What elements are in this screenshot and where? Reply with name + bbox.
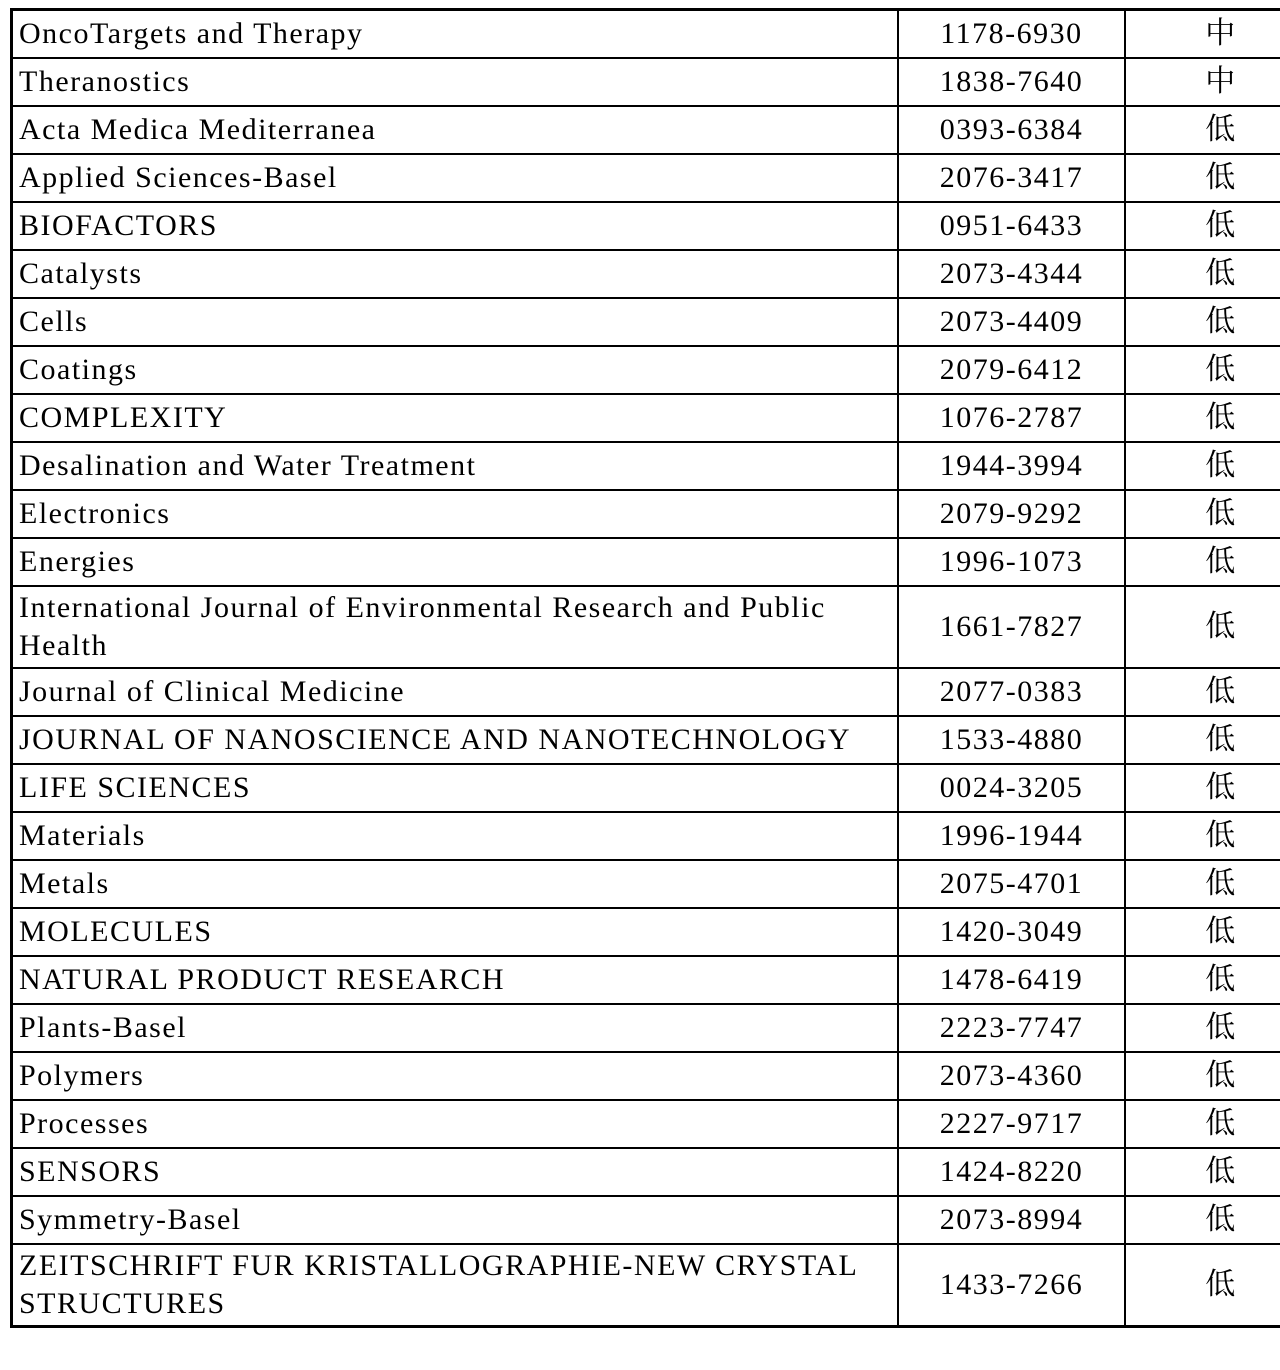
journal-name-cell: BIOFACTORS [12, 202, 899, 250]
table-row [12, 956, 1280, 1004]
journal-name-cell: Journal of Clinical Medicine [12, 668, 899, 716]
issn-cell: 1076-2787 [898, 394, 1125, 442]
table-row [12, 1004, 1280, 1052]
table-row [12, 668, 1280, 716]
journal-name-cell: COMPLEXITY [12, 394, 899, 442]
journal-name-cell: Energies [12, 538, 899, 586]
journal-name-cell: Processes [12, 1100, 899, 1148]
table-row [12, 1052, 1280, 1100]
issn-cell: 1478-6419 [898, 956, 1125, 1004]
table-row [12, 298, 1280, 346]
issn-cell: 0951-6433 [898, 202, 1125, 250]
journal-name-cell: MOLECULES [12, 908, 899, 956]
rating-level-cell: 低 [1125, 1100, 1280, 1148]
issn-cell: 1420-3049 [898, 908, 1125, 956]
rating-level-cell: 低 [1125, 394, 1280, 442]
rating-level-cell: 低 [1125, 586, 1280, 668]
rating-level-cell: 低 [1125, 716, 1280, 764]
journal-name-cell: International Journal of Environmental Research and Public Health [12, 586, 899, 668]
journal-name-cell: Applied Sciences-Basel [12, 154, 899, 202]
journal-name-cell: Materials [12, 812, 899, 860]
rating-level-cell: 低 [1125, 1052, 1280, 1100]
table-row [12, 490, 1280, 538]
rating-level-cell: 低 [1125, 956, 1280, 1004]
issn-cell: 2073-8994 [898, 1196, 1125, 1244]
issn-cell: 1533-4880 [898, 716, 1125, 764]
table-row [12, 716, 1280, 764]
table-row [12, 1196, 1280, 1244]
issn-cell: 1996-1944 [898, 812, 1125, 860]
journal-name-cell: Cells [12, 298, 899, 346]
issn-cell: 1944-3994 [898, 442, 1125, 490]
journal-name-cell: LIFE SCIENCES [12, 764, 899, 812]
issn-cell: 2227-9717 [898, 1100, 1125, 1148]
issn-cell: 1433-7266 [898, 1244, 1125, 1327]
journal-name-cell: Desalination and Water Treatment [12, 442, 899, 490]
issn-cell: 2075-4701 [898, 860, 1125, 908]
issn-cell: 2223-7747 [898, 1004, 1125, 1052]
table-row [12, 1148, 1280, 1196]
rating-level-cell: 低 [1125, 154, 1280, 202]
table-row [12, 250, 1280, 298]
rating-level-cell: 低 [1125, 346, 1280, 394]
rating-level-cell: 低 [1125, 1148, 1280, 1196]
rating-level-cell: 低 [1125, 490, 1280, 538]
journal-name-cell: Polymers [12, 1052, 899, 1100]
rating-level-cell: 低 [1125, 908, 1280, 956]
journal-name-cell: JOURNAL OF NANOSCIENCE AND NANOTECHNOLOGY [12, 716, 899, 764]
rating-level-cell: 低 [1125, 812, 1280, 860]
rating-level-cell: 低 [1125, 668, 1280, 716]
table-row [12, 442, 1280, 490]
issn-cell: 0393-6384 [898, 106, 1125, 154]
rating-level-cell: 低 [1125, 764, 1280, 812]
issn-cell: 2073-4344 [898, 250, 1125, 298]
rating-level-cell: 低 [1125, 250, 1280, 298]
table-row [12, 764, 1280, 812]
issn-cell: 1178-6930 [898, 10, 1125, 58]
table-row [12, 394, 1280, 442]
journal-name-cell: Symmetry-Basel [12, 1196, 899, 1244]
issn-cell: 1838-7640 [898, 58, 1125, 106]
rating-level-cell: 低 [1125, 298, 1280, 346]
journal-rating-table [10, 8, 1280, 1328]
table-row [12, 908, 1280, 956]
issn-cell: 2076-3417 [898, 154, 1125, 202]
table-row [12, 346, 1280, 394]
journal-table-body [12, 10, 1280, 1327]
table-row [12, 106, 1280, 154]
rating-level-cell: 中 [1125, 58, 1280, 106]
issn-cell: 2077-0383 [898, 668, 1125, 716]
issn-cell: 2073-4360 [898, 1052, 1125, 1100]
journal-name-cell: Plants-Basel [12, 1004, 899, 1052]
rating-level-cell: 低 [1125, 1244, 1280, 1327]
journal-name-cell: OncoTargets and Therapy [12, 10, 899, 58]
rating-level-cell: 低 [1125, 1004, 1280, 1052]
table-row [12, 812, 1280, 860]
journal-name-cell: Coatings [12, 346, 899, 394]
table-row [12, 860, 1280, 908]
rating-level-cell: 中 [1125, 10, 1280, 58]
table-row [12, 154, 1280, 202]
table-row [12, 202, 1280, 250]
rating-level-cell: 低 [1125, 1196, 1280, 1244]
journal-name-cell: ZEITSCHRIFT FUR KRISTALLOGRAPHIE-NEW CRYSTAL STRUCTURES [12, 1244, 899, 1327]
issn-cell: 1996-1073 [898, 538, 1125, 586]
rating-level-cell: 低 [1125, 860, 1280, 908]
journal-name-cell: NATURAL PRODUCT RESEARCH [12, 956, 899, 1004]
rating-level-cell: 低 [1125, 202, 1280, 250]
table-row [12, 586, 1280, 668]
journal-name-cell: Electronics [12, 490, 899, 538]
issn-cell: 1661-7827 [898, 586, 1125, 668]
rating-level-cell: 低 [1125, 538, 1280, 586]
table-row [12, 58, 1280, 106]
journal-name-cell: SENSORS [12, 1148, 899, 1196]
rating-level-cell: 低 [1125, 106, 1280, 154]
journal-name-cell: Acta Medica Mediterranea [12, 106, 899, 154]
issn-cell: 2079-9292 [898, 490, 1125, 538]
table-row [12, 538, 1280, 586]
table-row [12, 1244, 1280, 1327]
table-row [12, 10, 1280, 58]
journal-name-cell: Theranostics [12, 58, 899, 106]
issn-cell: 0024-3205 [898, 764, 1125, 812]
journal-name-cell: Catalysts [12, 250, 899, 298]
rating-level-cell: 低 [1125, 442, 1280, 490]
issn-cell: 1424-8220 [898, 1148, 1125, 1196]
issn-cell: 2079-6412 [898, 346, 1125, 394]
journal-name-cell: Metals [12, 860, 899, 908]
issn-cell: 2073-4409 [898, 298, 1125, 346]
table-row [12, 1100, 1280, 1148]
